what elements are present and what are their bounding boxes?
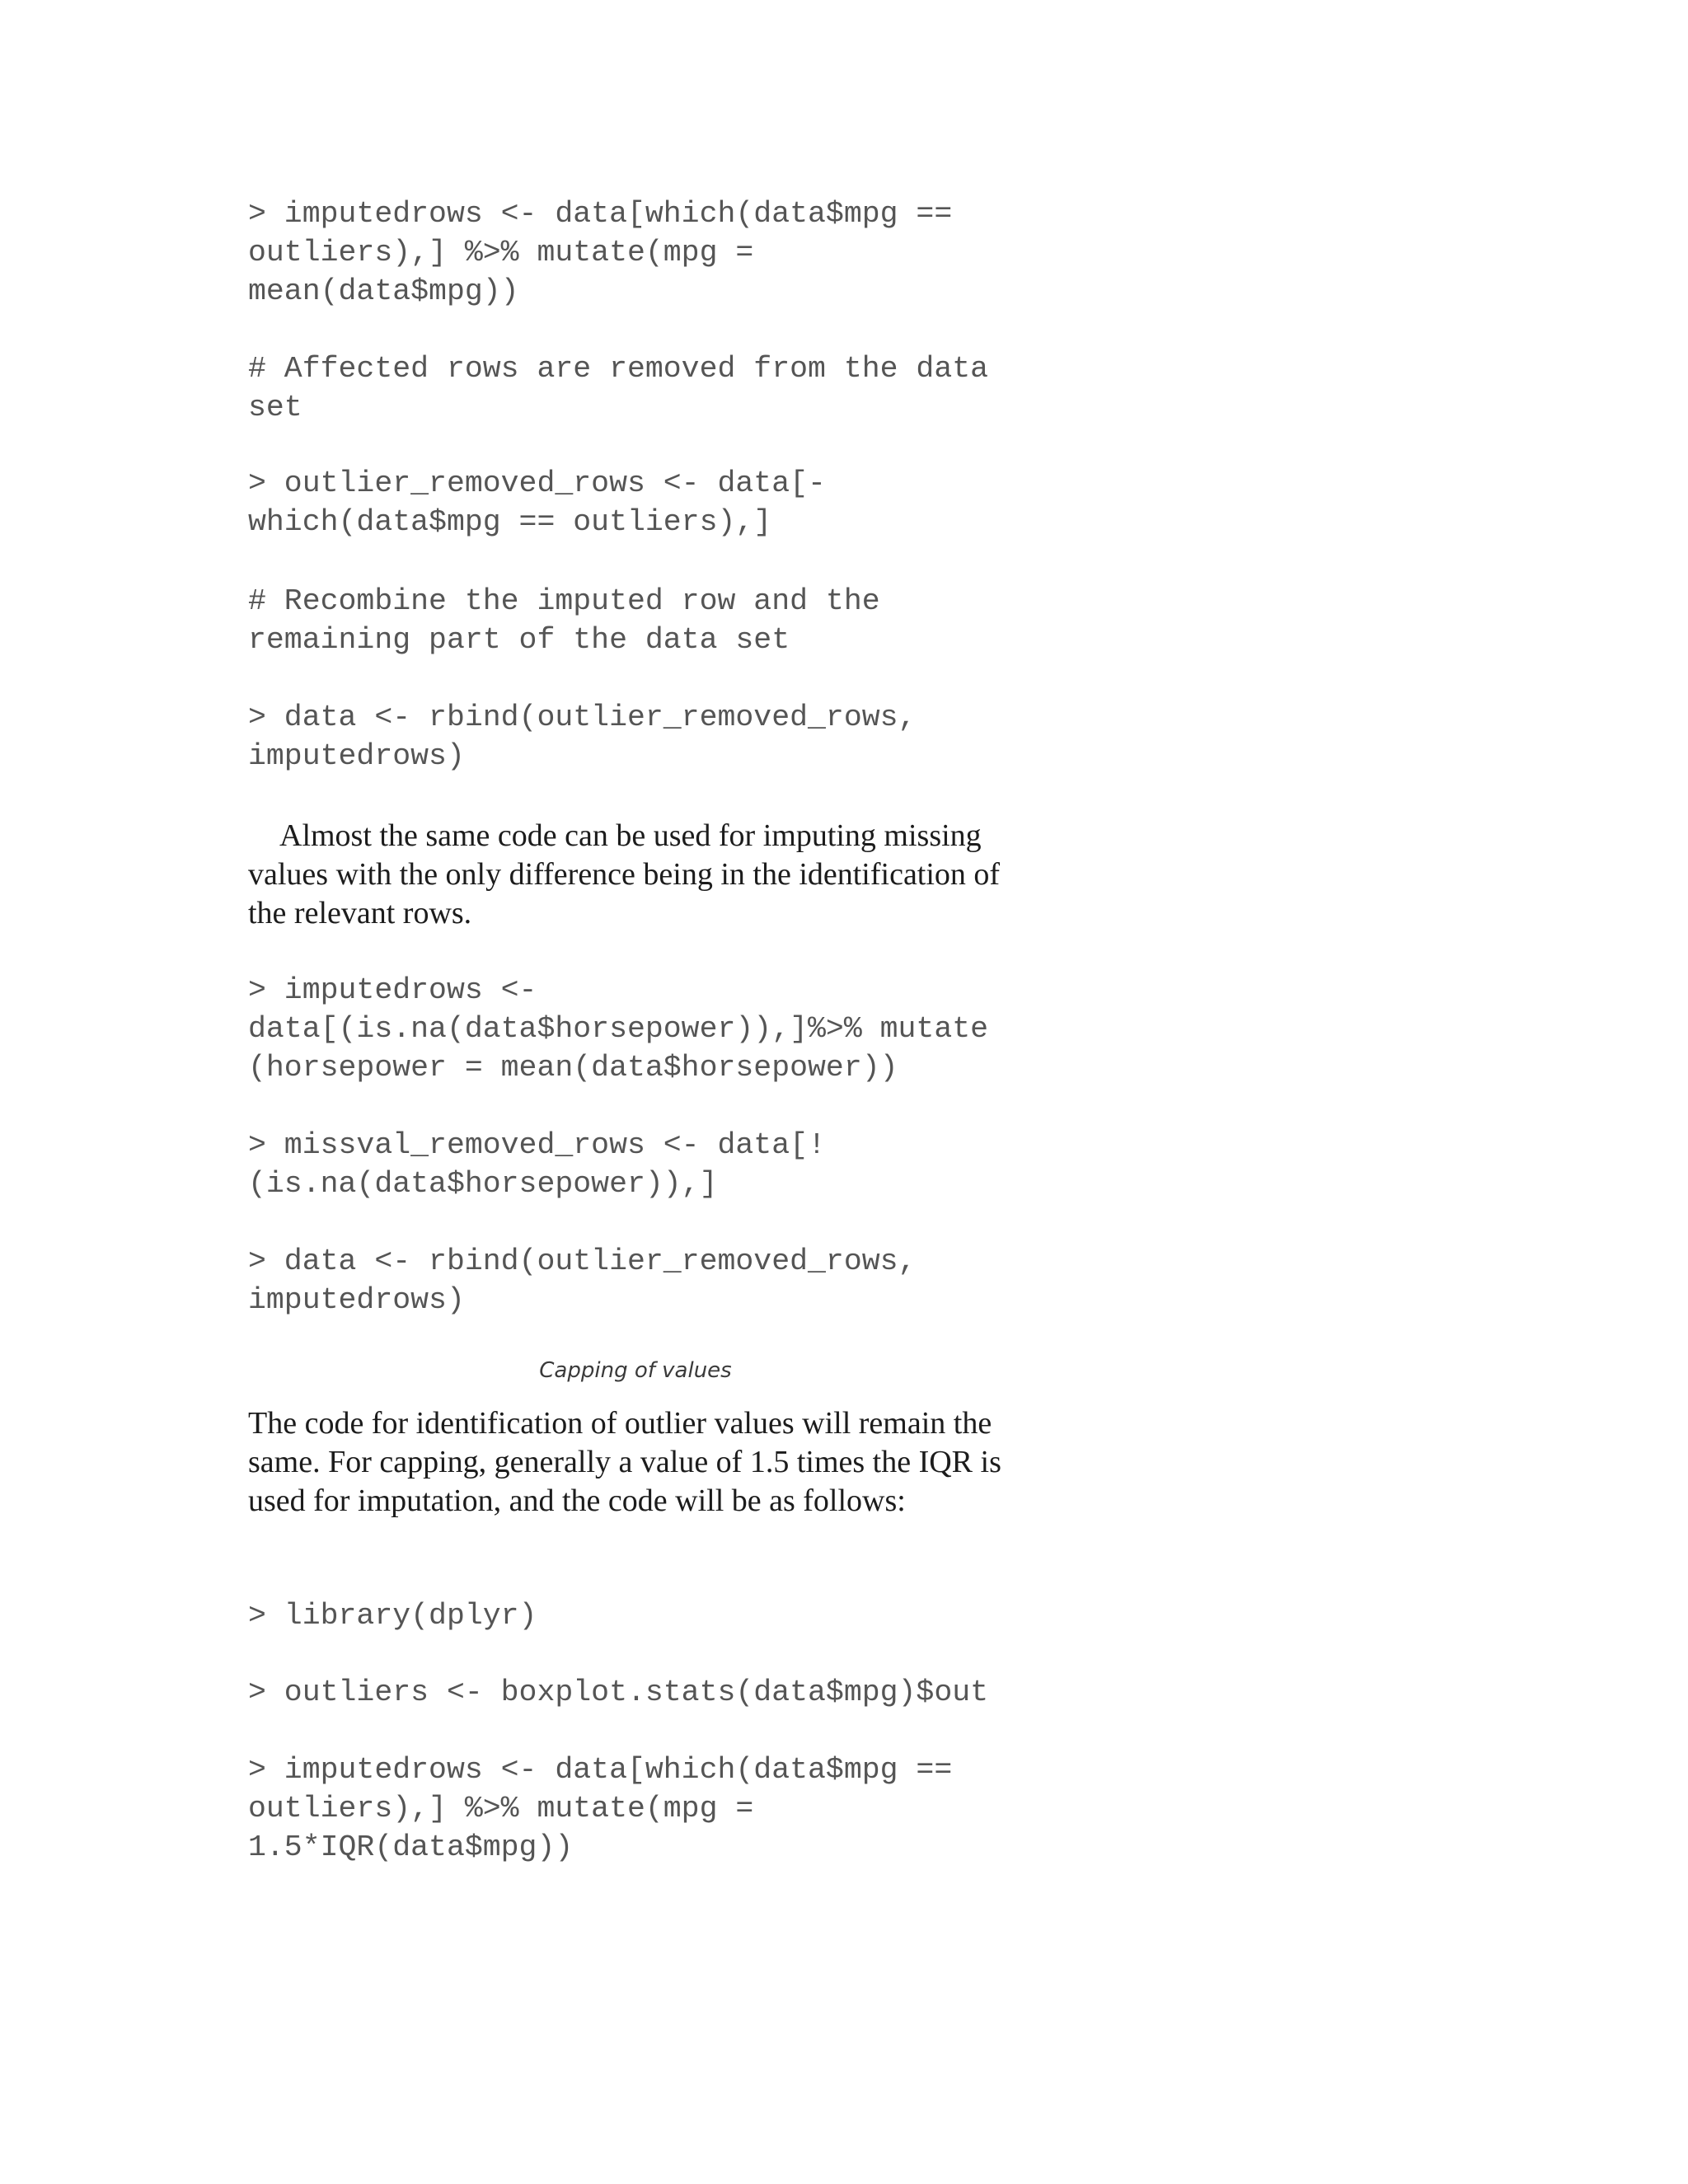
code-block-impute-outliers [248,194,952,311]
code-line: # Recombine the imputed row and the [248,584,880,618]
code-block-impute-missing [248,971,988,1087]
code-line: imputedrows) [248,1283,465,1317]
code-line: remaining part of the data set [248,623,790,657]
code-line: # Affected rows are removed from the data [248,352,989,386]
code-line: outliers),] %>% mutate(mpg = [248,236,754,269]
code-line: set [248,391,302,424]
paragraph-missing-values: Almost the same code can be used for imputing missing values with the only difference being in the identification of the relevant rows. [248,818,1001,930]
code-line: data[(is.na(data$horsepower)),]%>% mutate [248,1012,989,1046]
code-line: > outliers <- boxplot.stats(data$mpg)$out [248,1675,989,1709]
code-comment-recombine [248,582,880,659]
code-block-rbind-1 [248,698,916,776]
code-block-library [248,1596,537,1635]
code-block-remove-outlier-rows [248,464,826,541]
code-line: 1.5*IQR(data$mpg)) [248,1830,574,1864]
code-comment-affected-rows [248,349,988,427]
code-line: which(data$mpg == outliers),] [248,505,772,539]
code-line: mean(data$mpg)) [248,274,519,308]
code-line: (horsepower = mean(data$horsepower)) [248,1051,898,1085]
code-block-remove-missing-rows [248,1126,826,1203]
code-line: outliers),] %>% mutate(mpg = [248,1792,754,1825]
code-line: (is.na(data$horsepower)),] [248,1167,718,1201]
code-line: > missval_removed_rows <- data[! [248,1128,826,1162]
code-line: imputedrows) [248,739,465,773]
code-line: > imputedrows <- data[which(data$mpg == [248,1753,953,1787]
code-block-outliers [248,1673,988,1712]
code-line: > outlier_removed_rows <- data[- [248,466,826,500]
code-line: > data <- rbind(outlier_removed_rows, [248,701,917,734]
paragraph-capping: The code for identification of outlier values will remain the same. For capping, generally a value of 1.5 times the IQR is used for imputation, and the code will be as follows: [248,1406,1001,1518]
code-line: > imputedrows <- [248,973,537,1007]
code-line: > data <- rbind(outlier_removed_rows, [248,1244,917,1278]
section-caption: Capping of values [539,1358,732,1383]
code-block-rbind-2 [248,1242,916,1319]
code-line: > library(dplyr) [248,1599,537,1633]
code-block-capping [248,1750,952,1867]
code-line: > imputedrows <- data[which(data$mpg == [248,197,953,231]
